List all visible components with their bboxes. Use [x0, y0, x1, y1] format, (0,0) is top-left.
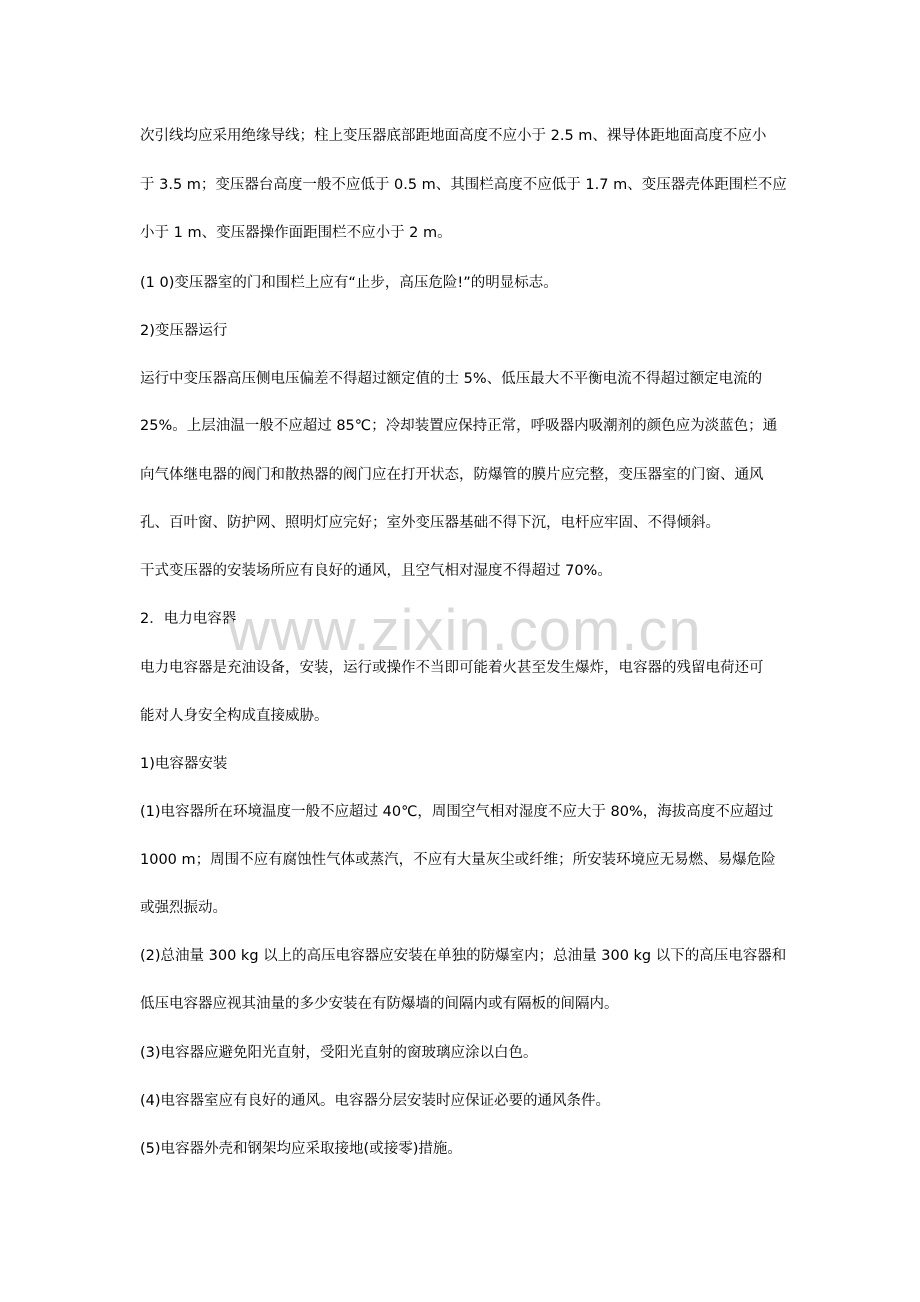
text-line: (5)电容器外壳和钢架均应采取接地(或接零)措施。	[140, 1141, 462, 1157]
text-line: 小于 1 m、变压器操作面距围栏不应小于 2 m。	[140, 225, 452, 241]
text-line: 低压电容器应视其油量的多少安装在有防爆墙的间隔内或有隔板的间隔内。	[140, 996, 619, 1012]
section-heading: 2．电力电容器	[140, 611, 237, 627]
text-line: 向气体继电器的阀门和散热器的阀门应在打开状态，防爆管的膜片应完整，变压器室的门窗、通风	[140, 467, 764, 483]
text-line: 次引线均应采用绝缘导线；柱上变压器底部距地面高度不应小于 2.5 m、裸导体距地面高度不应小	[140, 128, 767, 144]
section-heading: 2)变压器运行	[140, 323, 228, 339]
text-line: 电力电容器是充油设备，安装，运行或操作不当即可能着火甚至发生爆炸，电容器的残留电荷还可	[140, 660, 764, 676]
watermark: www.zixin.com.cn	[228, 598, 702, 663]
text-line: 25%。上层油温一般不应超过 85℃；冷却装置应保持正常，呼吸器内吸潮剂的颜色应为淡蓝色；通	[140, 418, 778, 434]
text-line: (1 0)变压器室的门和围栏上应有“止步，高压危险!”的明显标志。	[140, 275, 558, 291]
text-line: 1000 m；周围不应有腐蚀性气体或蒸汽，不应有大量灰尘或纤维；所安装环境应无易燃、易爆危险	[140, 852, 776, 868]
text-line: 能对人身安全构成直接威胁。	[140, 708, 329, 724]
text-line: (1)电容器所在环境温度一般不应超过 40℃，周围空气相对湿度不应大于 80%，海拔高度不应超过	[140, 804, 774, 820]
text-line: 孔、百叶窗、防护网、照明灯应完好；室外变压器基础不得下沉，电杆应牢固、不得倾斜。	[140, 515, 720, 531]
text-line: 于 3.5 m；变压器台高度一般不应低于 0.5 m、其围栏高度不应低于 1.7 m、变压器壳体距围栏不应	[140, 177, 787, 193]
text-line: (2)总油量 300 kg 以上的高压电容器应安装在单独的防爆室内；总油量 300 kg 以下的高压电容器和	[140, 948, 787, 964]
section-heading: 1)电容器安装	[140, 756, 228, 772]
text-line: (4)电容器室应有良好的通风。电容器分层安装时应保证必要的通风条件。	[140, 1093, 611, 1109]
text-line: (3)电容器应避免阳光直射，受阳光直射的窗玻璃应涂以白色。	[140, 1045, 538, 1061]
text-line: 运行中变压器高压侧电压偏差不得超过额定值的士 5%、低压最大不平衡电流不得超过额定电流的	[140, 371, 763, 387]
text-line: 或强烈振动。	[140, 900, 227, 916]
text-line: 干式变压器的安装场所应有良好的通风，且空气相对湿度不得超过 70%。	[140, 563, 612, 579]
